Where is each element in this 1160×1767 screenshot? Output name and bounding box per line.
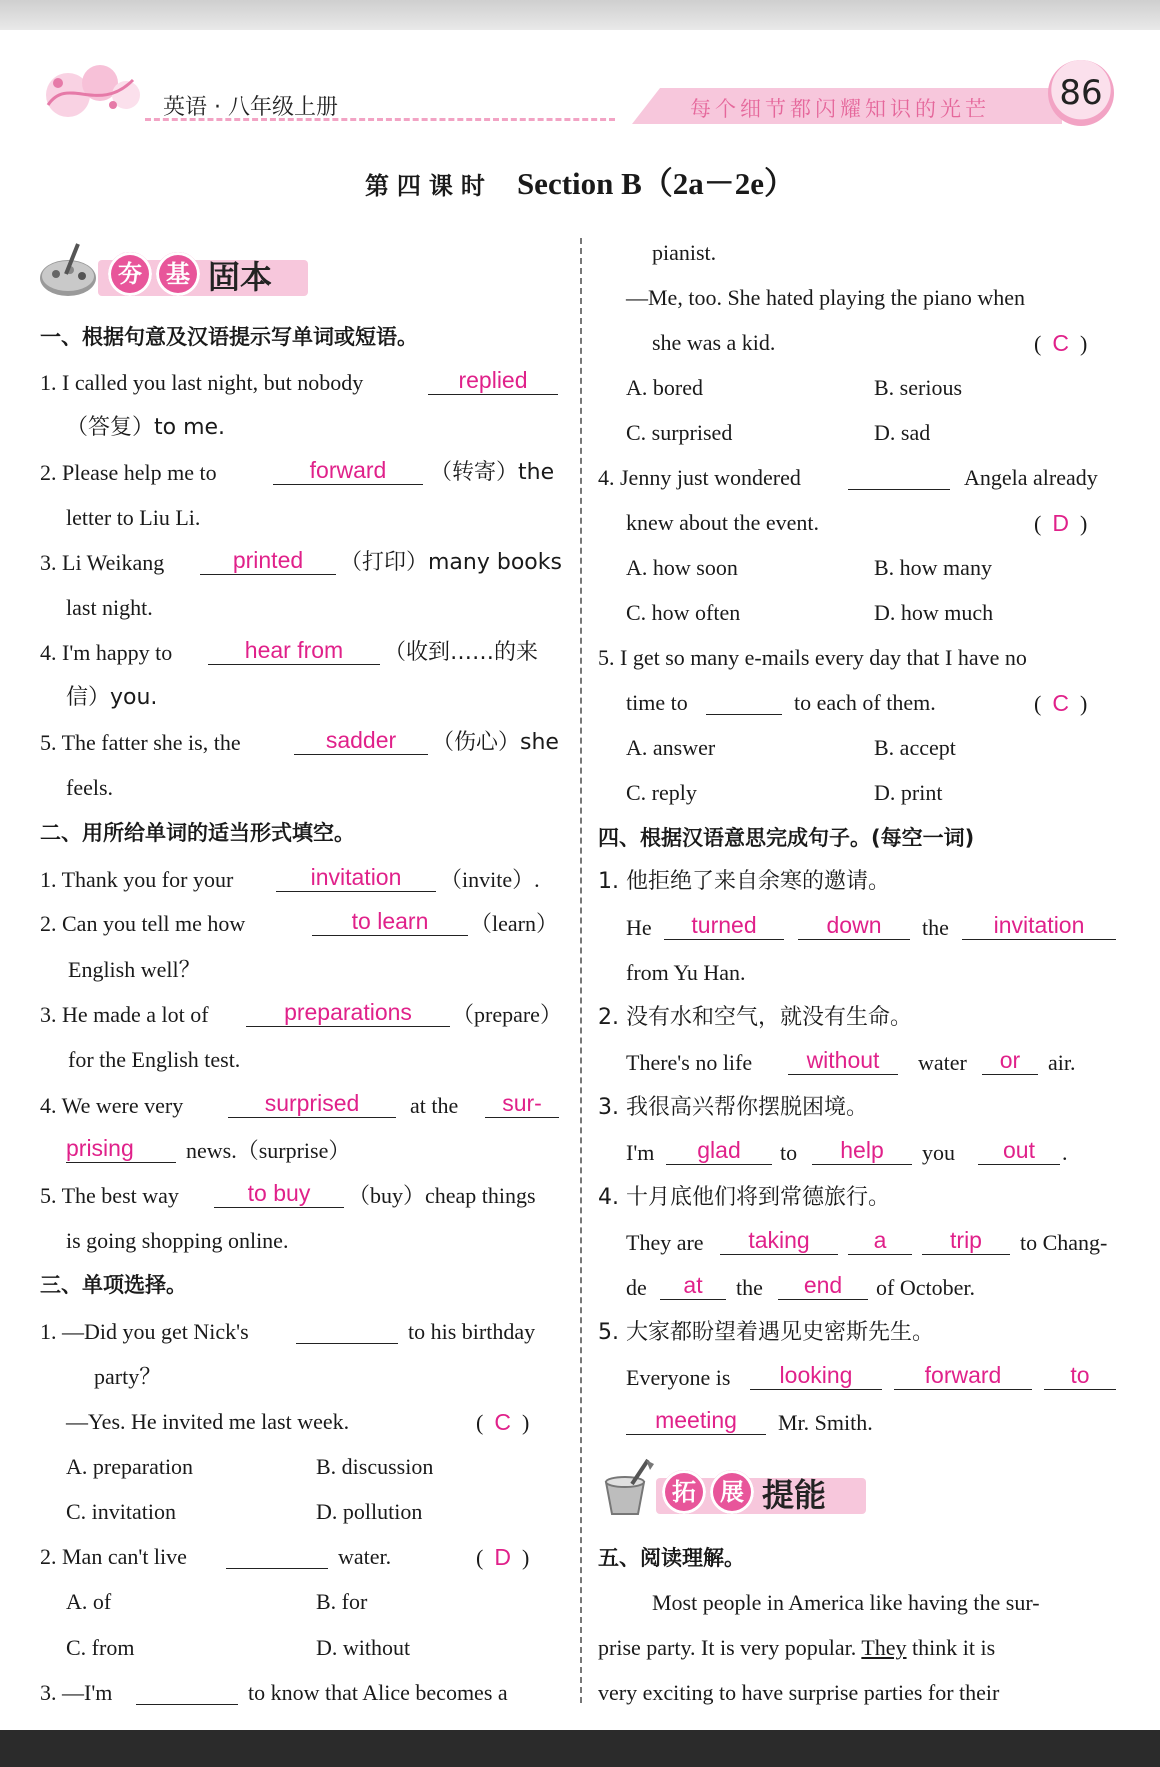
- p3-q3-cont: pianist.: [652, 240, 717, 265]
- p3-q5-text-c: to each of them.: [794, 690, 936, 715]
- section-badge-foundation: [38, 240, 298, 296]
- p4-q4-answer3: trip: [950, 1227, 982, 1253]
- p4-q3-c: you: [922, 1140, 955, 1165]
- p4-q1-c: from Yu Han.: [626, 960, 746, 985]
- p2-q4-blank2-cont[interactable]: [66, 1134, 176, 1163]
- p3-q1-blank[interactable]: [296, 1315, 398, 1344]
- p3-q5-text: 5. I get so many e-mails every day that I have no: [598, 645, 1027, 670]
- p1-q1-cont: （答复）to me.: [66, 415, 226, 440]
- p4-q1-cn: 1. 他拒绝了来自余寒的邀请。: [598, 869, 890, 894]
- p3-q5-opt-c: C. reply: [626, 780, 697, 805]
- p1-q5-cont: feels.: [66, 775, 114, 800]
- p3-q1-text: 1. —Did you get Nick's: [40, 1319, 249, 1344]
- p3-q3-answer: C: [1052, 330, 1069, 356]
- badge2-char-1: 拓: [662, 1470, 706, 1514]
- p4-q5-answer3: to: [1070, 1362, 1090, 1388]
- p3-q3-answer-bracket[interactable]: ( C ): [1034, 330, 1088, 356]
- p3-q3-text-b: to know that Alice becomes a: [248, 1680, 508, 1705]
- p4-q3-d: .: [1062, 1140, 1068, 1165]
- p4-q5-b: Mr. Smith.: [778, 1410, 873, 1435]
- p3-q2-answer-bracket[interactable]: ( D ): [476, 1544, 530, 1570]
- p3-q4-opt-c: C. how often: [626, 600, 741, 625]
- header-slogan: 每个细节都闪耀知识的光芒: [690, 97, 990, 121]
- reading-line-2a: prise party. It is very popular.: [598, 1635, 857, 1660]
- p2-q1-answer: invitation: [310, 864, 402, 890]
- floral-ornament-icon: [38, 55, 148, 125]
- p2-q3-cont: for the English test.: [68, 1047, 241, 1072]
- p2-q1-text: 1. Thank you for your: [40, 867, 234, 892]
- p3-q4-opt-b: B. how many: [874, 555, 992, 580]
- p1-q2-hint: （转寄）the: [430, 460, 555, 485]
- p4-q4-answer5: end: [803, 1272, 843, 1298]
- p4-q2-c: air.: [1048, 1050, 1076, 1075]
- p2-q5-answer: to buy: [247, 1180, 311, 1206]
- p3-q4-blank[interactable]: [848, 461, 950, 490]
- p3-q2-opt-b: B. for: [316, 1589, 368, 1614]
- p4-q4-blank3[interactable]: [922, 1226, 1010, 1255]
- p1-q3-cont: last night.: [66, 595, 153, 620]
- p4-q4-answer2: a: [873, 1227, 887, 1253]
- p4-q5-blank2[interactable]: [894, 1361, 1032, 1390]
- p3-q1-answer-bracket[interactable]: ( C ): [476, 1409, 530, 1435]
- p1-q1-text: 1. I called you last night, but nobody: [40, 370, 364, 395]
- column-divider: [580, 238, 582, 1703]
- p3-q5-opt-b: B. accept: [874, 735, 956, 760]
- p3-q4-cont: knew about the event.: [626, 510, 820, 535]
- p4-q4-blank4[interactable]: [660, 1271, 726, 1300]
- p2-q2-text: 2. Can you tell me how: [40, 911, 246, 936]
- p3-q2-text: 2. Man can't live: [40, 1544, 187, 1569]
- badge2-word: 提能: [762, 1476, 827, 1514]
- p4-q4-cn: 4. 十月底他们将到常德旅行。: [598, 1185, 890, 1210]
- part2-title: 二、用所给单词的适当形式填空。: [40, 821, 355, 845]
- p1-q2-cont: letter to Liu Li.: [66, 505, 201, 530]
- p4-q5-answer4: meeting: [655, 1407, 737, 1433]
- p4-q2-blank1[interactable]: [788, 1046, 898, 1075]
- p2-q4-blank[interactable]: [228, 1089, 396, 1118]
- p1-q2-blank[interactable]: [273, 456, 423, 485]
- p4-q2-b: water: [918, 1050, 967, 1075]
- p2-q4-mid: at the: [410, 1093, 459, 1118]
- lesson-title-en: Section B（2a－2e）: [516, 166, 796, 201]
- p4-q5-blank3[interactable]: [1044, 1361, 1116, 1390]
- p3-q5-opt-a: A. answer: [626, 735, 716, 760]
- viewer-top-bar: [0, 0, 1160, 30]
- badge-word: 固本: [208, 258, 273, 296]
- p2-q4-answer2a: sur-: [502, 1090, 542, 1116]
- p4-q4-c: de: [626, 1275, 647, 1300]
- p3-q4-opt-d: D. how much: [874, 600, 994, 625]
- p4-q4-answer4: at: [683, 1272, 703, 1298]
- p2-q4-answer: surprised: [264, 1090, 360, 1116]
- badge2-char-2: 展: [710, 1470, 754, 1514]
- p2-q3-answer: preparations: [284, 999, 412, 1025]
- p1-q5-text: 5. The fatter she is, the: [40, 730, 241, 755]
- p2-q3-blank[interactable]: [246, 998, 450, 1027]
- p4-q3-blank1[interactable]: [666, 1136, 772, 1165]
- p4-q2-a: There's no life: [626, 1050, 753, 1075]
- part4-title: 四、根据汉语意思完成句子。(每空一词): [598, 826, 975, 850]
- p2-q2-blank[interactable]: [312, 907, 468, 936]
- reading-line-3: very exciting to have surprise parties for their: [598, 1680, 1000, 1705]
- p1-q4-text: 4. I'm happy to: [40, 640, 173, 665]
- p4-q1-answer3: invitation: [993, 912, 1085, 938]
- p4-q5-cn: 5. 大家都盼望着遇见史密斯先生。: [598, 1320, 934, 1345]
- p2-q4-answer2b: prising: [66, 1135, 134, 1161]
- p2-q5-cont: is going shopping online.: [66, 1228, 289, 1253]
- p1-q3-text: 3. Li Weikang: [40, 550, 165, 575]
- p3-q5-blank[interactable]: [706, 686, 782, 715]
- part3-title: 三、单项选择。: [40, 1273, 187, 1297]
- p3-q3-opt-b: B. serious: [874, 375, 962, 400]
- p1-q1-answer: replied: [458, 367, 528, 393]
- p3-q1-opt-b: B. discussion: [316, 1454, 434, 1479]
- p1-q5-blank[interactable]: [294, 726, 428, 755]
- p3-q2-text-b: water.: [338, 1544, 392, 1569]
- p4-q5-blank1[interactable]: [750, 1361, 882, 1390]
- p4-q4-blank1[interactable]: [720, 1226, 838, 1255]
- p4-q5-blank4[interactable]: [626, 1406, 766, 1435]
- p1-q3-answer: printed: [232, 547, 304, 573]
- p2-q4-text: 4. We were very: [40, 1093, 184, 1118]
- p4-q3-blank2[interactable]: [812, 1136, 912, 1165]
- p4-q5-answer2: forward: [924, 1362, 1002, 1388]
- header-dashed-line: [145, 118, 615, 121]
- p4-q3-answer2: help: [840, 1137, 884, 1163]
- p4-q3-answer1: glad: [697, 1137, 741, 1163]
- p1-q4-blank[interactable]: [208, 636, 380, 665]
- p4-q1-b: the: [922, 915, 949, 940]
- p3-q5-answer-bracket[interactable]: ( C ): [1034, 690, 1088, 716]
- p3-q4-text: 4. Jenny just wondered: [598, 465, 801, 490]
- p3-q2-blank[interactable]: [226, 1540, 328, 1569]
- p3-q3-blank[interactable]: [136, 1676, 238, 1705]
- p3-q4-text-b: Angela already: [964, 465, 1098, 490]
- badge-char-2: 基: [156, 252, 200, 296]
- p4-q4-d: the: [736, 1275, 763, 1300]
- p4-q4-b: to Chang-: [1020, 1230, 1108, 1255]
- p4-q4-a: They are: [626, 1230, 704, 1255]
- p2-q5-text: 5. The best way: [40, 1183, 179, 1208]
- p3-q3-opt-d: D. sad: [874, 420, 931, 445]
- p1-q3-hint: （打印）many books: [340, 550, 562, 575]
- p3-q3-reply: —Me, too. She hated playing the piano when: [626, 285, 1025, 310]
- reading-line-2: [598, 1634, 995, 1662]
- p1-q4-cont: 信）you.: [66, 685, 158, 710]
- p3-q1-opt-d: D. pollution: [316, 1499, 423, 1524]
- p3-q3-reply-cont: she was a kid.: [652, 330, 776, 355]
- reading-underlined-word: They: [861, 1635, 907, 1660]
- p3-q3-opt-c: C. surprised: [626, 420, 733, 445]
- p2-q2-cont: English well？: [68, 957, 201, 982]
- p3-q2-opt-d: D. without: [316, 1635, 411, 1660]
- p1-q2-answer: forward: [309, 457, 387, 483]
- lesson-title: [0, 158, 1160, 203]
- p4-q1-answer2: down: [826, 912, 882, 938]
- page-number: 86: [1048, 60, 1114, 126]
- reading-line-1: Most people in America like having the sur-: [652, 1590, 1040, 1615]
- p2-q3-text: 3. He made a lot of: [40, 1002, 209, 1027]
- p3-q1-cont: party？: [94, 1364, 162, 1389]
- section-badge-extension: [598, 1458, 868, 1514]
- p4-q3-a: I'm: [626, 1140, 655, 1165]
- p3-q2-answer: D: [494, 1544, 511, 1570]
- p4-q3-cn: 3. 我很高兴帮你摆脱困境。: [598, 1095, 868, 1120]
- p1-q3-blank[interactable]: [200, 546, 336, 575]
- p4-q3-answer3: out: [1003, 1137, 1035, 1163]
- p2-q4-cont: news.（surprise）: [186, 1138, 351, 1163]
- p4-q5-a: Everyone is: [626, 1365, 731, 1390]
- p2-q1-hint: （invite）.: [440, 867, 540, 892]
- p3-q5-opt-d: D. print: [874, 780, 943, 805]
- p4-q1-blank2[interactable]: [798, 911, 910, 940]
- p2-q2-hint: （learn）: [470, 911, 558, 936]
- p4-q5-answer1: looking: [779, 1362, 853, 1388]
- p3-q1-opt-c: C. invitation: [66, 1499, 176, 1524]
- p4-q2-answer1: without: [806, 1047, 880, 1073]
- p4-q4-answer1: taking: [748, 1227, 810, 1253]
- p4-q1-a: He: [626, 915, 652, 940]
- p3-q4-answer: D: [1052, 510, 1069, 536]
- p4-q4-blank5[interactable]: [778, 1271, 868, 1300]
- badge-char-1: 夯: [108, 252, 152, 296]
- p1-q5-hint: （伤心）she: [432, 730, 559, 755]
- p1-q4-answer: hear from: [244, 637, 344, 663]
- p2-q1-blank[interactable]: [276, 863, 436, 892]
- p4-q4-e: of October.: [876, 1275, 975, 1300]
- p3-q4-opt-a: A. how soon: [626, 555, 738, 580]
- p2-q5-hint: （buy）cheap things: [348, 1183, 536, 1208]
- p4-q2-answer2: or: [999, 1047, 1021, 1073]
- p3-q1-reply: —Yes. He invited me last week.: [66, 1409, 350, 1434]
- p4-q2-blank2[interactable]: [982, 1046, 1038, 1075]
- book-title: 英语 · 八年级上册: [163, 95, 338, 120]
- paint-bucket-icon: [598, 1458, 658, 1518]
- p3-q5-answer: C: [1052, 690, 1069, 716]
- part5-title: 五、阅读理解。: [598, 1546, 745, 1570]
- p1-q5-answer: sadder: [325, 727, 397, 753]
- p3-q3-text: 3. —I'm: [40, 1680, 113, 1705]
- p2-q3-hint: （prepare）: [452, 1002, 562, 1027]
- p1-q4-hint: （收到……的来: [384, 640, 539, 665]
- p4-q1-blank3[interactable]: [962, 911, 1116, 940]
- p1-q2-text: 2. Please help me to: [40, 460, 217, 485]
- reading-line-2b: think it is: [912, 1635, 996, 1660]
- p3-q3-opt-a: A. bored: [626, 375, 703, 400]
- p3-q5-text-b: time to: [626, 690, 688, 715]
- p4-q2-cn: 2. 没有水和空气，就没有生命。: [598, 1005, 912, 1030]
- p3-q4-answer-bracket[interactable]: ( D ): [1034, 510, 1088, 536]
- p3-q1-opt-a: A. preparation: [66, 1454, 194, 1479]
- p4-q1-blank1[interactable]: [664, 911, 784, 940]
- p1-q1-blank[interactable]: [428, 366, 558, 395]
- p2-q2-answer: to learn: [351, 908, 429, 934]
- p3-q1-answer: C: [494, 1409, 511, 1435]
- p3-q1-text-b: to his birthday: [408, 1319, 536, 1344]
- p4-q4-blank2[interactable]: [848, 1226, 912, 1255]
- p4-q3-b: to: [780, 1140, 798, 1165]
- part1-title: 一、根据句意及汉语提示写单词或短语。: [40, 325, 418, 349]
- p3-q2-opt-c: C. from: [66, 1635, 135, 1660]
- p4-q1-answer1: turned: [691, 912, 757, 938]
- palette-icon: [38, 240, 100, 300]
- p3-q2-opt-a: A. of: [66, 1589, 112, 1614]
- p2-q4-blank2[interactable]: [485, 1089, 559, 1118]
- lesson-title-cn: 第四课时: [364, 172, 493, 200]
- p2-q5-blank[interactable]: [214, 1179, 344, 1208]
- p4-q3-blank3[interactable]: [978, 1136, 1060, 1165]
